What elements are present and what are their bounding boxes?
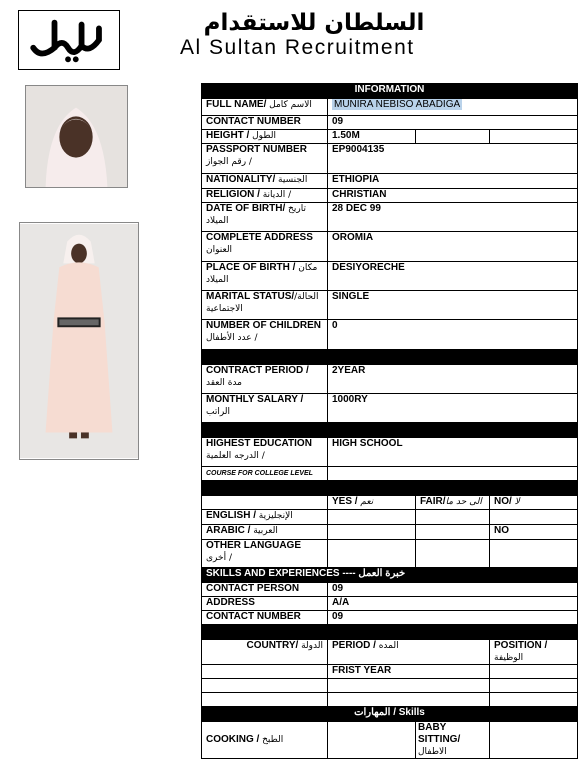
company-name-arabic: السلطان للاستقدام (203, 10, 425, 36)
height-value: 1.50M (328, 130, 416, 144)
exp-address-value: A/A (328, 597, 578, 611)
company-logo (18, 10, 120, 70)
marital-status-value: SINGLE (328, 291, 578, 320)
place-of-birth-label: PLACE OF BIRTH / مكان الميلاد (202, 262, 328, 291)
exp-address-label: ADDRESS (202, 597, 328, 611)
separator-bar (202, 481, 578, 496)
salary-value: 1000RY (328, 394, 578, 423)
address-value: OROMIA (328, 232, 578, 262)
full-body-photo (19, 222, 139, 460)
education-value: HIGH SCHOOL (328, 438, 578, 467)
children-value: 0 (328, 320, 578, 350)
contract-period-value: 2YEAR (328, 365, 578, 394)
position-header: POSITION / الوظيفة (490, 640, 578, 665)
marital-status-label: MARITAL STATUS/الحالة/ الاجتماعية (202, 291, 328, 320)
full-name-label: FULL NAME/ الاسم كامل (202, 99, 328, 116)
arabic-no-value: NO (490, 525, 578, 540)
contact-number-value: 09 (328, 116, 578, 130)
lang-no-header: NO/ لا (490, 496, 578, 510)
religion-label: RELIGION / الديانة / (202, 189, 328, 203)
nationality-label: NATIONALITY/ الجنسية (202, 174, 328, 189)
separator-bar (202, 625, 578, 640)
course-label: COURSE FOR COLLEGE LEVEL (202, 467, 328, 481)
skills-experiences-header: SKILLS AND EXPERIENCES ---- خبرة العمل (202, 568, 578, 583)
passport-value: EP9004135 (328, 144, 578, 174)
lang-fair-header: FAIR/الى حد ما (416, 496, 490, 510)
salary-label: MONTHLY SALARY / الراتب (202, 394, 328, 423)
lang-yes-header: YES / نعم (328, 496, 416, 510)
portrait-photo (25, 85, 128, 188)
nationality-value: ETHIOPIA (328, 174, 578, 189)
period-header: PERIOD / المده (328, 640, 490, 665)
arabic-label: ARABIC / العربية (202, 525, 328, 540)
info-table (201, 83, 578, 759)
country-header: COUNTRY/ الدولة (202, 640, 328, 665)
english-label: ENGLISH / الإنجليزية (202, 510, 328, 525)
passport-label: PASSPORT NUMBER رقم الجواز / (202, 144, 328, 174)
contact-number-label: CONTACT NUMBER (202, 116, 328, 130)
baby-sitting-label: BABY SITTING/الاطفال (416, 722, 490, 759)
contact-person-value: 09 (328, 583, 578, 597)
education-label: HIGHEST EDUCATION الدرجه العلمية / (202, 438, 328, 467)
religion-value: CHRISTIAN (328, 189, 578, 203)
exp-contact-number-value: 09 (328, 611, 578, 625)
children-label: NUMBER OF CHILDREN عدد الأطفال / (202, 320, 328, 350)
cooking-label: COOKING / الطبخ (202, 722, 328, 759)
place-of-birth-value: DESIYORECHE (328, 262, 578, 291)
dob-label: DATE OF BIRTH/ تاريخ الميلاد (202, 203, 328, 232)
full-name-value: MUNIRA NEBISO ABADIGA (328, 99, 578, 116)
company-name-english: Al Sultan Recruitment (180, 36, 415, 59)
other-language-label: OTHER LANGUAGE أخرى / (202, 540, 328, 568)
exp-period-value: FRIST YEAR (328, 665, 490, 679)
contract-period-label: CONTRACT PERIOD / مدة العقد (202, 365, 328, 394)
skills-header: المهارات / Skills (202, 707, 578, 722)
contact-person-label: CONTACT PERSON (202, 583, 328, 597)
address-label: COMPLETE ADDRESS العنوان (202, 232, 328, 262)
information-header: INFORMATION (202, 84, 578, 99)
dob-value: 28 DEC 99 (328, 203, 578, 232)
exp-contact-number-label: CONTACT NUMBER (202, 611, 328, 625)
separator-bar (202, 423, 578, 438)
separator-bar (202, 350, 578, 365)
height-label: HEIGHT / الطول (202, 130, 328, 144)
